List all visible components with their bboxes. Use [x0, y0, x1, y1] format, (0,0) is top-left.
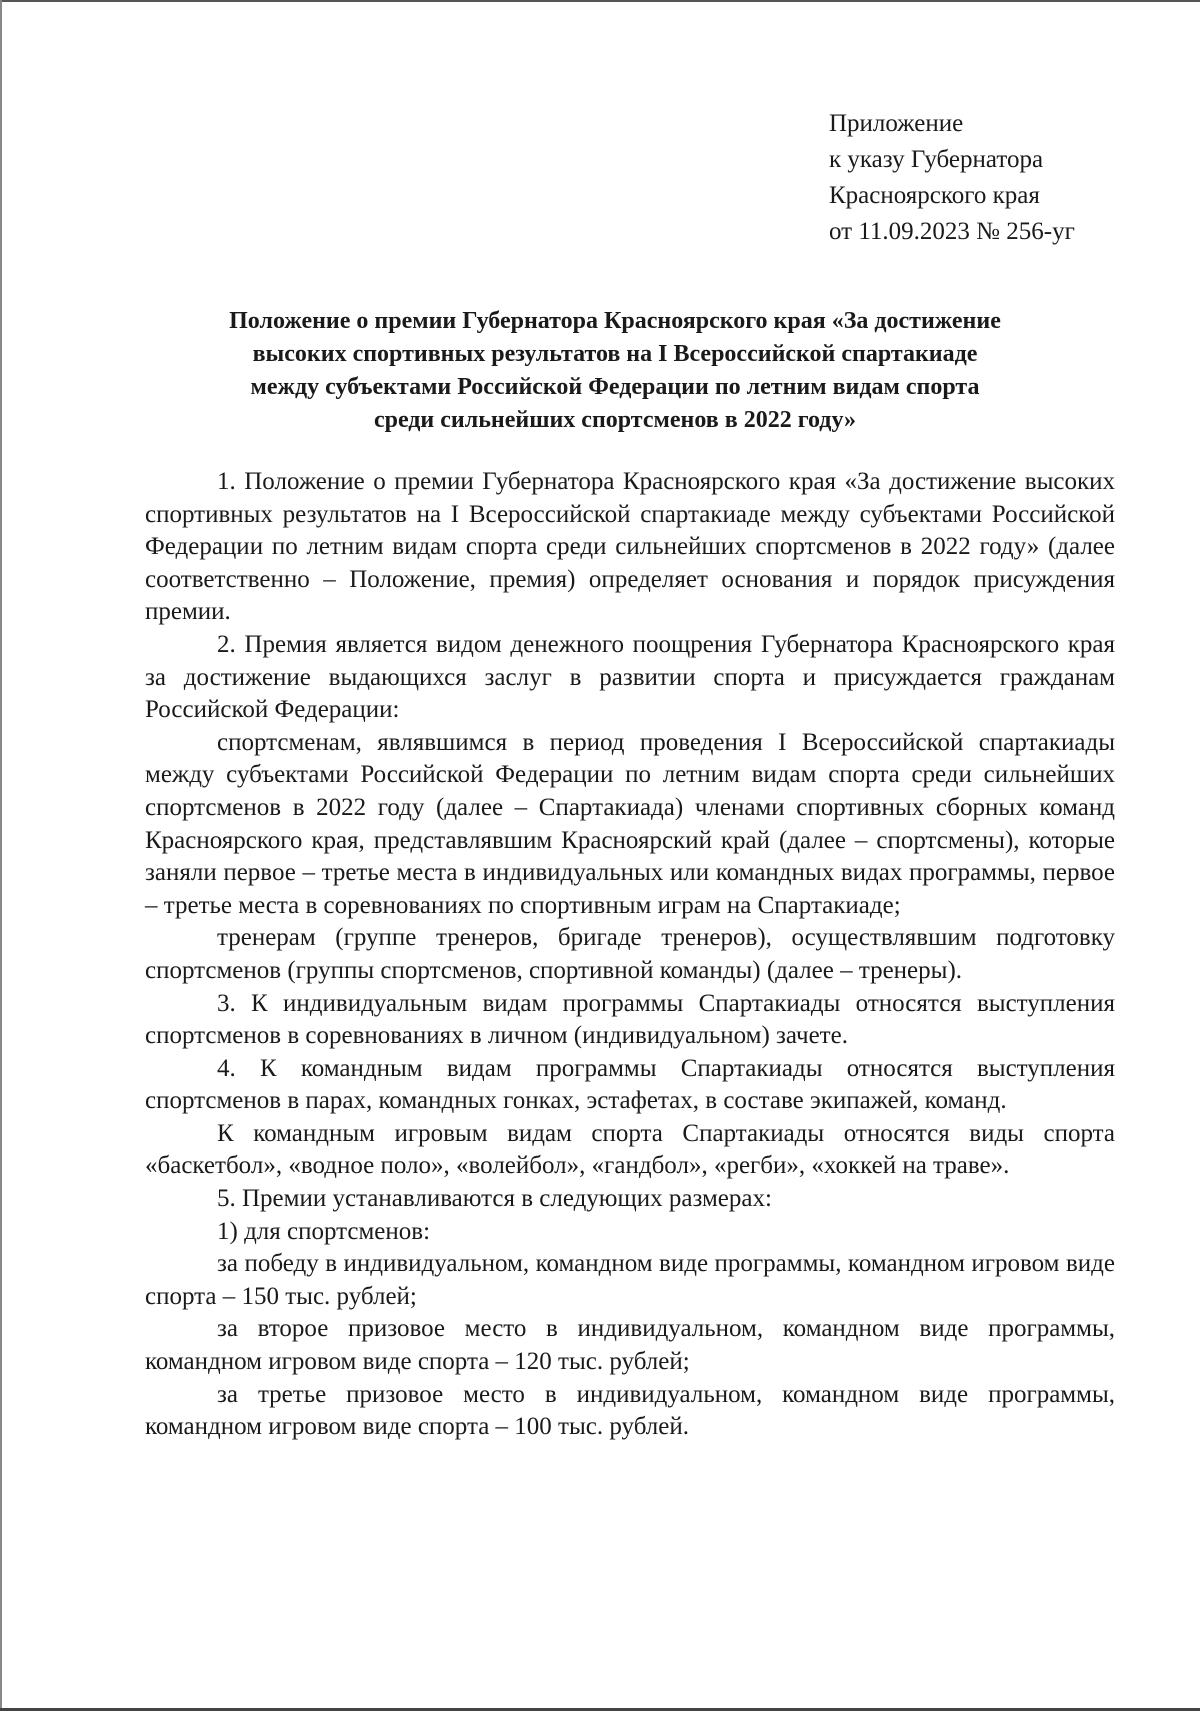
appendix-line: от 11.09.2023 № 256-уг — [829, 218, 1075, 245]
prize-third-place: за третье призовое место в индивидуальном, командном виде программы, командном игровом виде спорта – 100 тыс. рублей. — [145, 1380, 1115, 1441]
paragraph-3: 3. К индивидуальным видам программы Спартакиады относятся выступления спортсменов в соревнованиях в личном (индивидуальном) зачете. — [145, 989, 1115, 1050]
paragraph-2-coaches: тренерам (группе тренеров, бригаде тренеров), осуществлявшим подготовку спортсменов (группы спортсменов, спортивной команды) (далее – тренеры). — [145, 924, 1115, 984]
appendix-line: Красноярского края — [829, 182, 1040, 209]
scan-left-edge — [0, 0, 2, 1711]
document-title — [145, 305, 1085, 437]
title-line: высоких спортивных результатов на I Всероссийской спартакиаде — [252, 341, 978, 367]
appendix-block — [829, 106, 1159, 250]
title-line: между субъектами Российской Федерации по летним видам спорта — [250, 374, 980, 400]
paragraph-4-team-sports: К командным игровым видам спорта Спартакиады относятся виды спорта «баскетбол», «водное поло», «волейбол», «гандбол», «регби», «хоккей на траве». — [145, 1119, 1115, 1180]
paragraph-4: 4. К командным видам программы Спартакиады относятся выступления спортсменов в парах, командных гонках, эстафетах, в составе экипажей, команд. — [145, 1054, 1115, 1115]
appendix-line: к указу Губернатора — [829, 146, 1044, 173]
paragraph-1: 1. Положение о премии Губернатора Красноярского края «За достижение высоких спортивных результатов на I Всероссийской спартакиаде между субъектами Российской Федерации по летним видам спорта среди сильнейших спортсменов в 2022 году» (далее соответственно – Положение, премия) определяет основания и порядок присуждения премии. — [145, 468, 1115, 626]
paragraph-5-athletes: 1) для спортсменов: — [217, 1217, 431, 1245]
appendix-line: Приложение — [829, 110, 964, 137]
paragraph-2-athletes: спортсменам, являвшимся в период проведения I Всероссийской спартакиады между субъектами Российской Федерации по летним видам спорта среди сильнейших спортсменов в 2022 году (далее – Спартакиада) членами спортивных сборных команд Красноярского края, представлявшим Красноярский край (далее – спортсмены), которые заняли первое – третье места в индивидуальных или командных видах программы, первое – третье места в соревнованиях по спортивным играм на Спартакиаде; — [145, 728, 1115, 919]
paragraph-5: 5. Премии устанавливаются в следующих размерах: — [217, 1185, 772, 1213]
prize-second-place: за второе призовое место в индивидуальном, командном виде программы, командном игровом виде спорта – 120 тыс. рублей; — [145, 1315, 1115, 1376]
document-body — [145, 466, 1115, 1444]
paragraph-2: 2. Премия является видом денежного поощрения Губернатора Красноярского края за достижение выдающихся заслуг в развитии спорта и присуждается гражданам Российской Федерации: — [145, 630, 1115, 724]
title-line: Положение о премии Губернатора Красноярского края «За достижение — [229, 308, 1001, 334]
prize-first-place: за победу в индивидуальном, командном виде программы, командном игровом виде спорта – 150 тыс. рублей; — [145, 1250, 1115, 1310]
scan-top-edge — [0, 0, 1200, 2]
title-line: среди сильнейших спортсменов в 2022 году» — [373, 407, 857, 433]
